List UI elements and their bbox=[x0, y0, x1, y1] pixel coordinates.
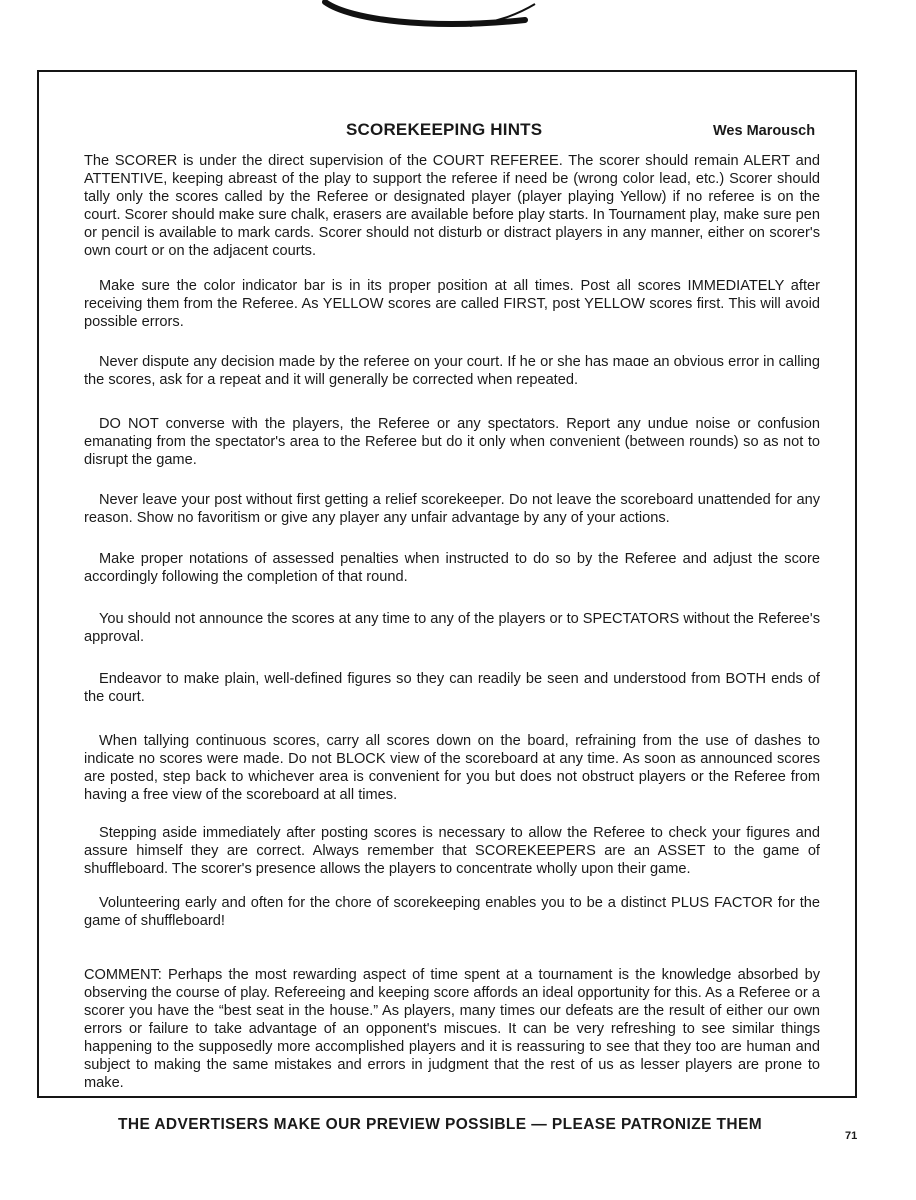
page-number: 71 bbox=[845, 1130, 858, 1142]
paragraph-volunteering: Volunteering early and often for the chore of scorekeeping enables you to be a distinct PLUS FACTOR for the game of shuffleboard! bbox=[84, 895, 820, 929]
article-author: Wes Marousch bbox=[713, 123, 816, 139]
paragraph-figures: Endeavor to make plain, well-defined figures so they can readily be seen and understood from BOTH ends of the court. bbox=[84, 671, 820, 705]
paragraph-post: Never leave your post without first getting a relief scorekeeper. Do not leave the scoreboard unattended for any reason. Show no favoritism or give any player any unfair advantage by any of your actions. bbox=[84, 492, 820, 526]
paragraph-scorer-duties: The SCORER is under the direct supervision of the COURT REFEREE. The scorer should remain ALERT and ATTENTIVE, keeping abreast of the play to support the referee if need be (wrong color lead, etc.) Scorer should tally only the scores called by the Referee or designated player (player playing Yellow) if no referee is on the court. Scorer should make sure chalk, erasers are available before play starts. In Tournament play, make sure pen or pencil is available to mark cards. Scorer should not disturb or distract players in any manner, either on scorer's own court or on the adjacent courts. bbox=[84, 153, 820, 259]
paragraph-no-converse: DO NOT converse with the players, the Referee or any spectators. Report any undue noise or confusion emanating from the spectator's area to the Referee but do it only when convenient (between rounds) so as not to disrupt the game. bbox=[84, 416, 820, 468]
paragraph-penalties: Make proper notations of assessed penalties when instructed to do so by the Referee and adjust the score accordingly following the completion of that round. bbox=[84, 551, 820, 585]
paragraph-color-indicator: Make sure the color indicator bar is in its proper position at all times. Post all scores IMMEDIATELY after receiving them from the Referee. As YELLOW scores are called FIRST, post YELLOW scores first. This will avoid possible errors. bbox=[84, 278, 820, 330]
paragraph-dispute: Never dispute any decision made by the referee on your court. If he or she has maɑe an obvious error in calling the scores, ask for a repeat and it will generally be corrected when repeated. bbox=[84, 354, 820, 388]
paragraph-tallying: When tallying continuous scores, carry all scores down on the board, refraining from the use of dashes to indicate no scores were made. Do not BLOCK view of the scoreboard at any time. As soon as announced scores are posted, step back to whichever area is convenient for you but does not obstruct players or the Referee from having a free view of the scoreboard at all times. bbox=[84, 733, 820, 803]
footer-advertisers-note: THE ADVERTISERS MAKE OUR PREVIEW POSSIBLE — PLEASE PATRONIZE THEM bbox=[118, 1116, 763, 1133]
paragraph-announce: You should not announce the scores at any time to any of the players or to SPECTATORS without the Referee's approval. bbox=[84, 611, 820, 645]
article-title: SCOREKEEPING HINTS bbox=[346, 120, 543, 139]
paragraph-comment: COMMENT: Perhaps the most rewarding aspect of time spent at a tournament is the knowledge absorbed by observing the course of play. Refereeing and keeping score affords an ideal opportunity for this. As a Referee or a scorer you have the “best seat in the house.” As players, many times our defeats are the result of either our own errors or failure to take advantage of an opponent's miscues. It can be very refreshing to see similar things happening to the supposedly more accomplished players and it is reassuring to see that they too are human and subject to making the same mistakes and errors in judgment that the rest of us as lesser players are prone to make. bbox=[84, 967, 820, 1091]
scan-mark-graphic bbox=[320, 0, 550, 34]
paragraph-stepping-aside: Stepping aside immediately after posting scores is necessary to allow the Referee to check your figures and assure himself they are correct. Always remember that SCOREKEEPERS are an ASSET to the game of shuffleboard. The scorer's presence allows the players to concentrate wholly upon their game. bbox=[84, 825, 820, 877]
